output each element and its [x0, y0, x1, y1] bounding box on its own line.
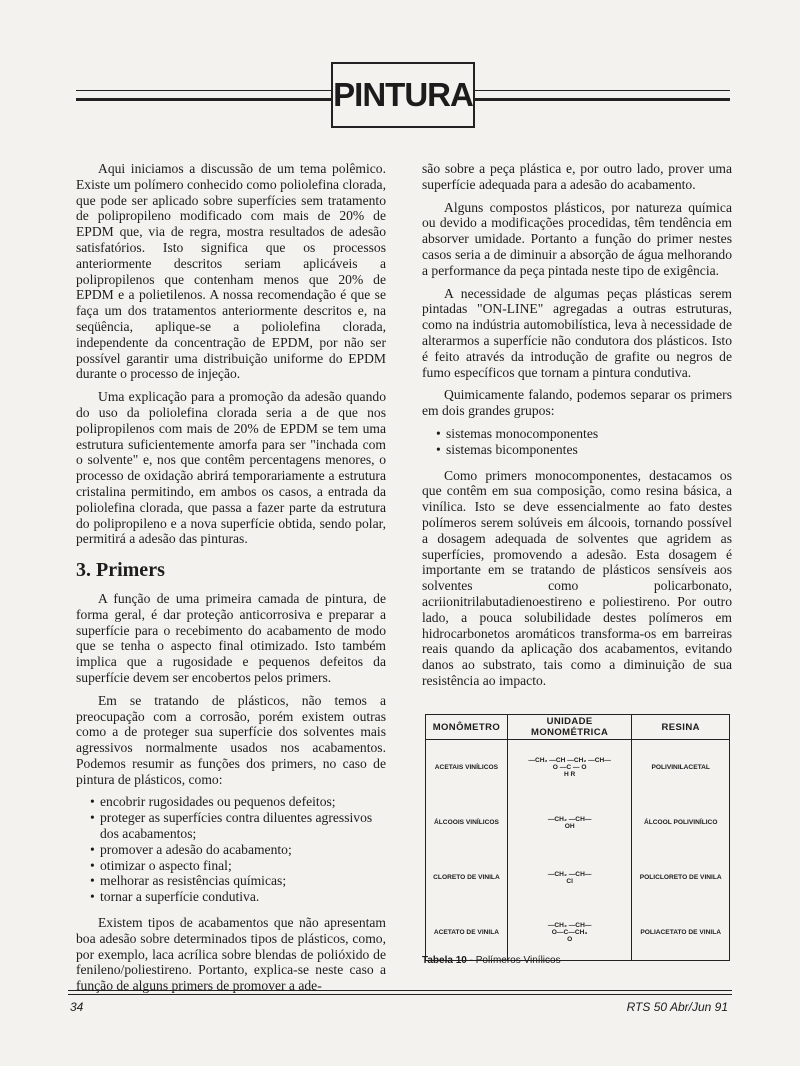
caption-label: Tabela 10 - [422, 955, 473, 966]
formula-line: O [567, 936, 573, 943]
paragraph: são sobre a peça plástica e, por outro lado, prover uma superfície adequada para a adesão do acabamento. [422, 161, 732, 192]
resin-cell: POLIACETATO DE VINILA [632, 905, 730, 961]
formula-line: —CH₂ —CH— [547, 815, 592, 823]
monomer-cell: ACETATO DE VINILA [426, 905, 508, 961]
list-item: • melhorar as resistências químicas; [90, 873, 386, 889]
primer-groups-list [422, 426, 732, 458]
left-column [76, 161, 386, 1001]
formula-line: Cl [566, 877, 573, 885]
list-item: • proteger as superfícies contra diluentes agressivos dos acabamentos; [90, 810, 386, 842]
list-item: • tornar a superfície condutiva. [90, 889, 386, 905]
formula-cell [507, 850, 632, 905]
section-title: PINTURA [331, 62, 475, 128]
list-item: • sistemas monocomponentes [436, 426, 732, 442]
right-column [422, 161, 732, 696]
formula-line: O —C — O [552, 764, 587, 771]
formula-cell [507, 740, 632, 796]
header-rule-left-top [76, 90, 331, 91]
resin-cell: ÁLCOOL POLIVINÍLICO [632, 795, 730, 850]
paragraph: Aqui iniciamos a discussão de um tema polêmico. Existe um polímero conhecido como poliolefina clorada, que pode ser aplicado sobre superfícies sem tratamento de polipropileno modificado com mais de 20% de EPDM que, via de regra, mostra resultados de adesão satisfatórios. Isto significa que os processos anteriormente descritos seriam aplicáveis a polipropilenos que contenham menos que 20% de EPDM e a polietilenos. A nossa recomendação é que se faça um dos tratamentos anteriormente descritos e, na seqüência, aplique-se a poliolefina clorada, independente da concentração de EPDM, por não ser possível garantir uma distribuição uniforme do EPDM durante o processo de injeção. [76, 161, 386, 382]
table-header: RESINA [632, 715, 730, 740]
table-row [426, 850, 730, 905]
table-row [426, 740, 730, 796]
list-item: • sistemas bicomponentes [436, 442, 732, 458]
monomer-cell: CLORETO DE VINILA [426, 850, 508, 905]
section-heading: 3. Primers [76, 559, 165, 582]
list-item: • otimizar o aspecto final; [90, 858, 386, 874]
resin-cell: POLICLORETO DE VINILA [632, 850, 730, 905]
table-header: UNIDADE MONOMÉTRICA [507, 715, 632, 740]
vinyl-polymers-table [425, 714, 730, 961]
formula-line: —CH₂ —CH— [547, 870, 592, 878]
list-item: • promover a adesão do acabamento; [90, 842, 386, 858]
footer-rule-top [68, 990, 732, 991]
header-rule-left-bottom [76, 98, 331, 101]
formula-line: —CH₂ —CH —CH₂ —CH— [528, 757, 611, 764]
paragraph: A função de uma primeira camada de pintura, de forma geral, é dar proteção anticorrosiva e preparar a superfície para o recebimento do acabamento de modo que se tenha o aspecto final otimizado. Isto também implica que a rugosidade e pequenos defeitos da superfície devem ser encobertos pelos primers. [76, 590, 386, 685]
table-row [426, 905, 730, 961]
formula-line: —CH₂ —CH— [547, 922, 592, 929]
list-item: • encobrir rugosidades ou pequenos defeitos; [90, 794, 386, 810]
formula-cell [507, 905, 632, 961]
header-rule-right-top [473, 90, 730, 91]
paragraph: Uma explicação para a promoção da adesão quando do uso da poliolefina clorada seria a de que nos polipropilenos com mais de 20% de EPDM se tem uma estrutura suficientemente amorfa para ser "inchada com o solvente" e, nos que contêm percentagens menores, o processo de oxidação abrirá temporariamente a estrutura cristalina permitindo, em ambos os casos, a entrada da poliolefina clorada, que passa a fazer parte da estrutura do polipropileno e a nova superfície obtida, sendo polar, permitirá a adesão das pinturas. [76, 389, 386, 547]
caption-text: Polímeros Vinílicos [472, 955, 561, 966]
footer-rule-bottom [68, 994, 732, 995]
paragraph: Quimicamente falando, podemos separar os primers em dois grandes grupos: [422, 387, 732, 419]
issue-info: RTS 50 Abr/Jun 91 [626, 1000, 728, 1014]
primer-functions-list [76, 794, 386, 905]
formula-cell [507, 795, 632, 850]
paragraph: Existem tipos de acabamentos que não apresentam boa adesão sobre determinados tipos de plásticos, como, por exemplo, laca acrílica sobre blendas de polióxido de fenileno/poliestireno. Portanto, explica-se neste caso a função de alguns primers de promover a ade- [76, 915, 386, 994]
monomer-cell: ACETAIS VINÍLICOS [426, 740, 508, 796]
header-rule-right-bottom [473, 98, 730, 101]
table-caption [422, 955, 561, 966]
formula-line: O—C—CH₃ [551, 929, 588, 936]
page-number: 34 [70, 1000, 84, 1014]
table-header: MONÔMETRO [426, 715, 508, 740]
monomer-cell: ÁLCOOIS VINÍLICOS [426, 795, 508, 850]
paragraph: Como primers monocomponentes, destacamos os que contêm em sua composição, como resina básica, a vinílica. Isto se deve essencialmente ao fato destes polímeros serem solúveis em álcoois, tornando possível a dosagem adequada de solventes que agridem as superfícies, promovendo a adesão. Esta dosagem é importante em se tratando de plásticos sensíveis aos solventes como policarbonato, acriionitrilabutadienoestireno e poliestireno. Por outro lado, a pouca solubilidade destes polímeros em hidrocarbonetos aromáticos transforma-os em barreiras reais quando da aplicação dos acabamentos, evitando danos ao substrato, tais como a diminuição de sua resistência ao impacto. [422, 467, 732, 688]
paragraph: A necessidade de algumas peças plásticas serem pintadas "ON-LINE" agregadas a outras estruturas, como na indústria automobilística, leva à necessidade de alterarmos a superfície não condutora dos plásticos. Isto é feito através da introdução de grafite ou negros de fumo específicos que tornam a pintura condutiva. [422, 285, 732, 380]
formula-line: OH [564, 822, 575, 830]
table-row [426, 795, 730, 850]
paragraph: Alguns compostos plásticos, por natureza química ou devido a modificações procedidas, têm tendência em absorver umidade. Portanto a função do primer nestes casos seria a de diminuir a absorção de água melhorando a performance da peça pintada neste tipo de exigência. [422, 199, 732, 278]
formula-line: H R [563, 771, 576, 778]
paragraph: Em se tratando de plásticos, não temos a preocupação com a corrosão, porém existem outras como a de proteger sua superfície dos solventes mais agressivos normalmente usados nos acabamentos. Podemos resumir as funções dos primers, no caso de pintura de plásticos, como: [76, 692, 386, 787]
resin-cell: POLIVINILACETAL [632, 740, 730, 796]
